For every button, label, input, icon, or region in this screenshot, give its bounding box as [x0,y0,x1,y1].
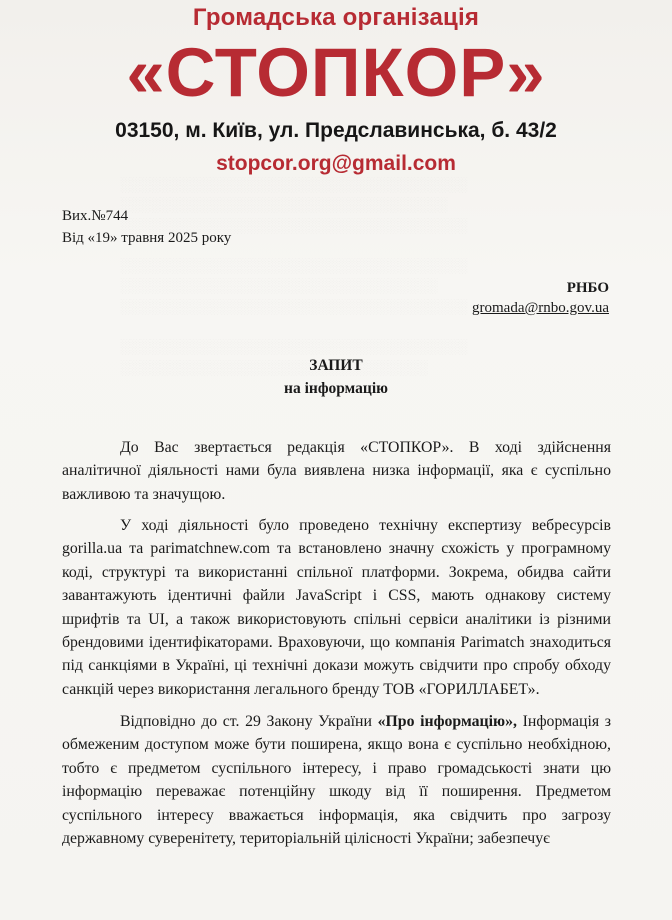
law-title: «Про інформацію», [377,713,517,730]
org-name: Громадська організація [192,4,480,31]
org-address: 03150, м. Київ, ул. Предславинська, б. 43/2 [115,119,557,142]
org-email: stopcor.org@gmail.com [216,152,456,175]
show-through-text [120,176,600,379]
outgoing-number: Вих.№744 [62,208,129,224]
paragraph-3 [62,710,611,850]
paragraph-2 [62,514,611,701]
recipient-name: РНБО [566,280,609,296]
paragraph-2-text: У ході діяльності було проведено технічну експертизу вебресурсів gorilla.ua та parimatchnew.com та встановлено значну схожість у програмному коді, структурі та використанні спільної платформи. Зокрема, обидва сайти завантажують ідентичні файли JavaScript і CSS, мають однакову систему шрифтів та UI, а також використовують спільні сервіси аналітики із різними брендовими ідентифікаторами. Враховуючи, що компанія Parimatch знаходиться під санкціями в Україні, ці технічні докази можуть свідчити про спробу обходу санкцій через використання легального бренду ТОВ «ГОРИЛЛАБЕТ». [62,517,611,698]
org-brand: «СТОПКОР» [126,34,546,111]
document-title: ЗАПИТ [309,357,363,374]
paragraph-3-pre: Відповідно до ст. 29 Закону України [120,713,378,730]
paragraph-1-text: До Вас звертається редакція «СТОПКОР». В ході здійснення аналітичної діяльності нами була виявлена низка інформації, яка є суспільно важливою та значущою. [62,439,611,503]
document-subtitle: на інформацію [284,380,388,397]
paragraph-1 [62,436,611,506]
recipient-email: gromada@rnbo.gov.ua [472,300,609,316]
letter-date: Від «19» травня 2025 року [62,230,232,246]
paragraph-3-post: Інформація з обмеженим доступом може бути поширена, якщо вона є суспільно необхідною, тобто є предметом суспільного інтересу, і право громадськості знати цю інформацію переважає потенційну шкоду від її поширення. Предметом суспільного інтересу вважається інформація, яка свідчить про загрозу державному суверенітету, територіальній цілісності України; забезпечує [62,713,612,848]
